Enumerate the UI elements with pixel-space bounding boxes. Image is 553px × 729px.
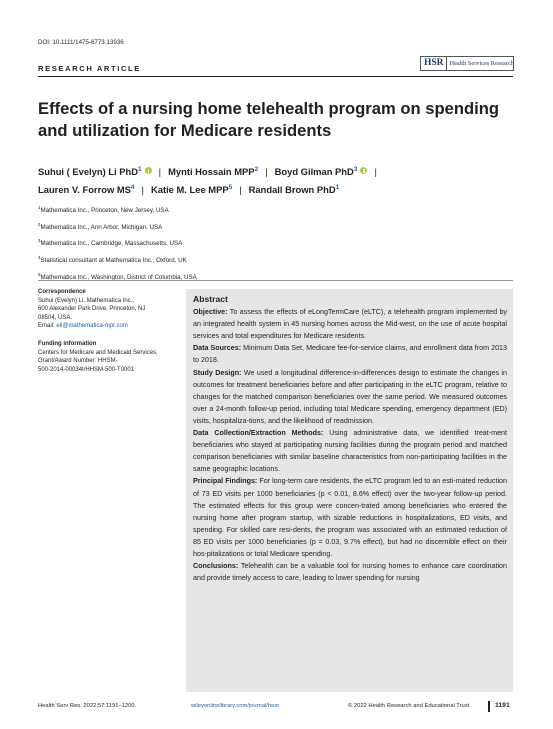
abstract-section-text: Using administrative data, we identified treat-ment beneficiaries who stayed at participating nursing facilities during the program period and matched comparison beneficiaries with similar baseline characteristics from non-participating facilities in the same geographic locations. xyxy=(193,429,507,474)
article-type-label: RESEARCH ARTICLE xyxy=(38,64,141,73)
author-affiliation-marker: 5 xyxy=(228,184,233,192)
abstract-box xyxy=(186,289,513,692)
email-link[interactable]: eli@mathematica-mpr.com xyxy=(56,323,128,330)
affiliation-marker: 2 xyxy=(38,221,41,227)
sidebar-info xyxy=(38,288,176,383)
author-separator: | xyxy=(141,184,144,196)
page-footer xyxy=(38,701,513,713)
correspondence-line: Suhui (Evelyn) Li, Mathematica Inc., xyxy=(38,297,135,304)
abstract-section-text: We used a longitudinal difference-in-differences design to estimate the changes in outcomes for treatment beneficiaries before and after participating in the eLTC program, relative to changes for the matched comparison beneficiaries over the same period. We measured outcomes over a 24-month follow-up period, including total Medicare spending, emergency department (ED) visits, hospitaliza-tions, and the likelihood of readmission. xyxy=(193,368,507,425)
author-affiliation-marker: 3 xyxy=(353,166,358,173)
author-separator: | xyxy=(265,166,268,178)
footer-citation: Health Serv Res. 2022;57:1191–1200. xyxy=(38,703,137,709)
abstract-section-heading: Objective: xyxy=(193,308,228,317)
correspondence-line: 600 Alexander Park Drive, Princeton, NJ xyxy=(38,306,146,313)
abstract-section-heading: Conclusions: xyxy=(193,562,239,571)
abstract-section xyxy=(193,306,507,342)
author-name[interactable] xyxy=(38,184,135,195)
author-name[interactable] xyxy=(275,166,368,177)
author-affiliation-marker: 2 xyxy=(254,166,259,173)
header-rule xyxy=(38,76,513,77)
affiliation-text: Mathematica Inc., Cambridge, Massachusetts, USA xyxy=(40,240,183,248)
correspondence-label: Correspondence xyxy=(38,289,86,295)
affiliation-text: Mathematica Inc., Washington, District of Columbia, USA xyxy=(40,273,197,281)
abstract-title: Abstract xyxy=(193,294,228,304)
affiliation-marker: 3 xyxy=(38,238,41,244)
abstract-section-heading: Data Sources: xyxy=(193,344,242,353)
abstract-section-text: Telehealth can be a valuable tool for nursing homes to enhance care coordination and provide timely access to care, leading to lower spending for nursing xyxy=(193,562,508,583)
abstract-section-text: Minimum Data Set, Medicare fee-for-service claims, and enrollment data from 2013 to 2018. xyxy=(193,344,507,365)
author-separator: | xyxy=(239,184,242,196)
funding-line: Grant/Award Number: HHSM- xyxy=(38,358,118,365)
affiliation-item xyxy=(38,218,197,235)
author-name-text: Suhui ( Evelyn) Li PhD xyxy=(38,166,139,178)
author-name[interactable] xyxy=(151,184,232,195)
abstract-section-text: For long-term care residents, the eLTC program led to an esti-mated reduction of 73 ED visits per 1000 beneficiaries (p < 0.01, 8.6% effect) over the two-year follow-up period. The estimated effects for this group were concen-trated among beneficiaries who entered the nursing home after program startup, with sizable reductions in hospitalizations, ED visits, and spending. For skilled care resi-dents, the program was associated with an estimated reduction of 85 ED visits per 1000 beneficiaries (p = 0.03, 9.7% effect), but had no discernible effect on their hos-pitalizations or total Medicare spending. xyxy=(193,477,507,558)
abstract-section-text: To assess the effects of eLongTermCare (eLTC), a telehealth program implemented by an integrated health system in 45 nursing homes across the Mid-west, on the use of acute hospital services and total expenditures for Medicare residents. xyxy=(193,308,508,341)
abstract-section xyxy=(193,367,507,427)
author-name[interactable] xyxy=(168,166,258,177)
section-divider xyxy=(38,280,513,281)
affiliation-text: Statistical consultant at Mathematica Inc., Oxford, UK xyxy=(40,257,187,265)
correspondence-block xyxy=(38,288,176,331)
author-affiliation-marker: 1 xyxy=(138,166,142,173)
abstract-section-heading: Study Design: xyxy=(193,368,242,377)
orcid-icon[interactable] xyxy=(145,167,152,174)
affiliation-item xyxy=(38,234,197,251)
abstract-section xyxy=(193,427,507,475)
abstract-section xyxy=(193,475,507,560)
correspondence-email-line xyxy=(38,322,176,331)
article-title: Effects of a nursing home telehealth program on spending and utilization for Medicare residents xyxy=(38,99,499,140)
affiliation-item xyxy=(38,251,197,268)
author-name[interactable] xyxy=(249,184,340,195)
affiliation-text: Mathematica Inc., Ann Arbor, Michigan, USA xyxy=(40,223,163,231)
journal-logo-name: Health Services Research xyxy=(449,60,514,67)
author-separator: | xyxy=(158,166,162,178)
funding-block xyxy=(38,340,176,374)
author-name[interactable] xyxy=(38,166,152,177)
abstract-section-heading: Principal Findings: xyxy=(193,477,258,486)
footer-divider xyxy=(488,701,490,712)
doi: DOI: 10.1111/1475-6773.13936 xyxy=(38,39,124,46)
affiliation-marker: 1 xyxy=(38,205,41,210)
funding-line: 500-2014-00034I/HHSM-500-T0001 xyxy=(38,366,135,373)
author-affiliation-marker: 4 xyxy=(130,184,135,192)
abstract-section-heading: Data Collection/Extraction Methods: xyxy=(193,429,324,438)
author-name-text: Boyd Gilman PhD xyxy=(274,166,354,178)
footer-journal-link[interactable]: wileyonlinelibrary.com/journal/hesr xyxy=(191,703,280,709)
author-separator: | xyxy=(374,166,377,178)
author-list xyxy=(38,162,518,198)
author-affiliation-marker: 1 xyxy=(335,184,340,192)
journal-logo[interactable] xyxy=(420,56,514,71)
orcid-icon[interactable] xyxy=(360,167,367,174)
affiliation-marker: 4 xyxy=(38,254,41,260)
author-name-text: Randall Brown PhD xyxy=(248,184,336,196)
affiliation-item xyxy=(38,201,197,218)
email-label: Email: xyxy=(38,323,57,330)
affiliation-list xyxy=(38,201,197,284)
author-name-text: Lauren V. Forrow MS xyxy=(38,184,131,196)
affiliation-item xyxy=(38,268,197,285)
funding-line: Centers for Medicare and Medicaid Services, xyxy=(38,349,158,356)
affiliation-marker: 5 xyxy=(38,271,41,277)
correspondence-line: 08504, USA. xyxy=(38,314,73,321)
abstract-section xyxy=(193,560,507,584)
author-name-text: Katie M. Lee MPP xyxy=(150,184,229,196)
affiliation-text: Mathematica Inc., Princeton, New Jersey, USA xyxy=(40,207,169,215)
funding-label: Funding information xyxy=(38,340,97,347)
abstract-body xyxy=(193,306,507,584)
journal-logo-mark: HSR xyxy=(421,57,447,70)
abstract-section xyxy=(193,342,507,366)
page-number: 1191 xyxy=(495,702,510,709)
author-name-text: Mynti Hossain MPP xyxy=(168,166,255,178)
footer-copyright: © 2022 Health Research and Educational Trust xyxy=(348,703,470,709)
